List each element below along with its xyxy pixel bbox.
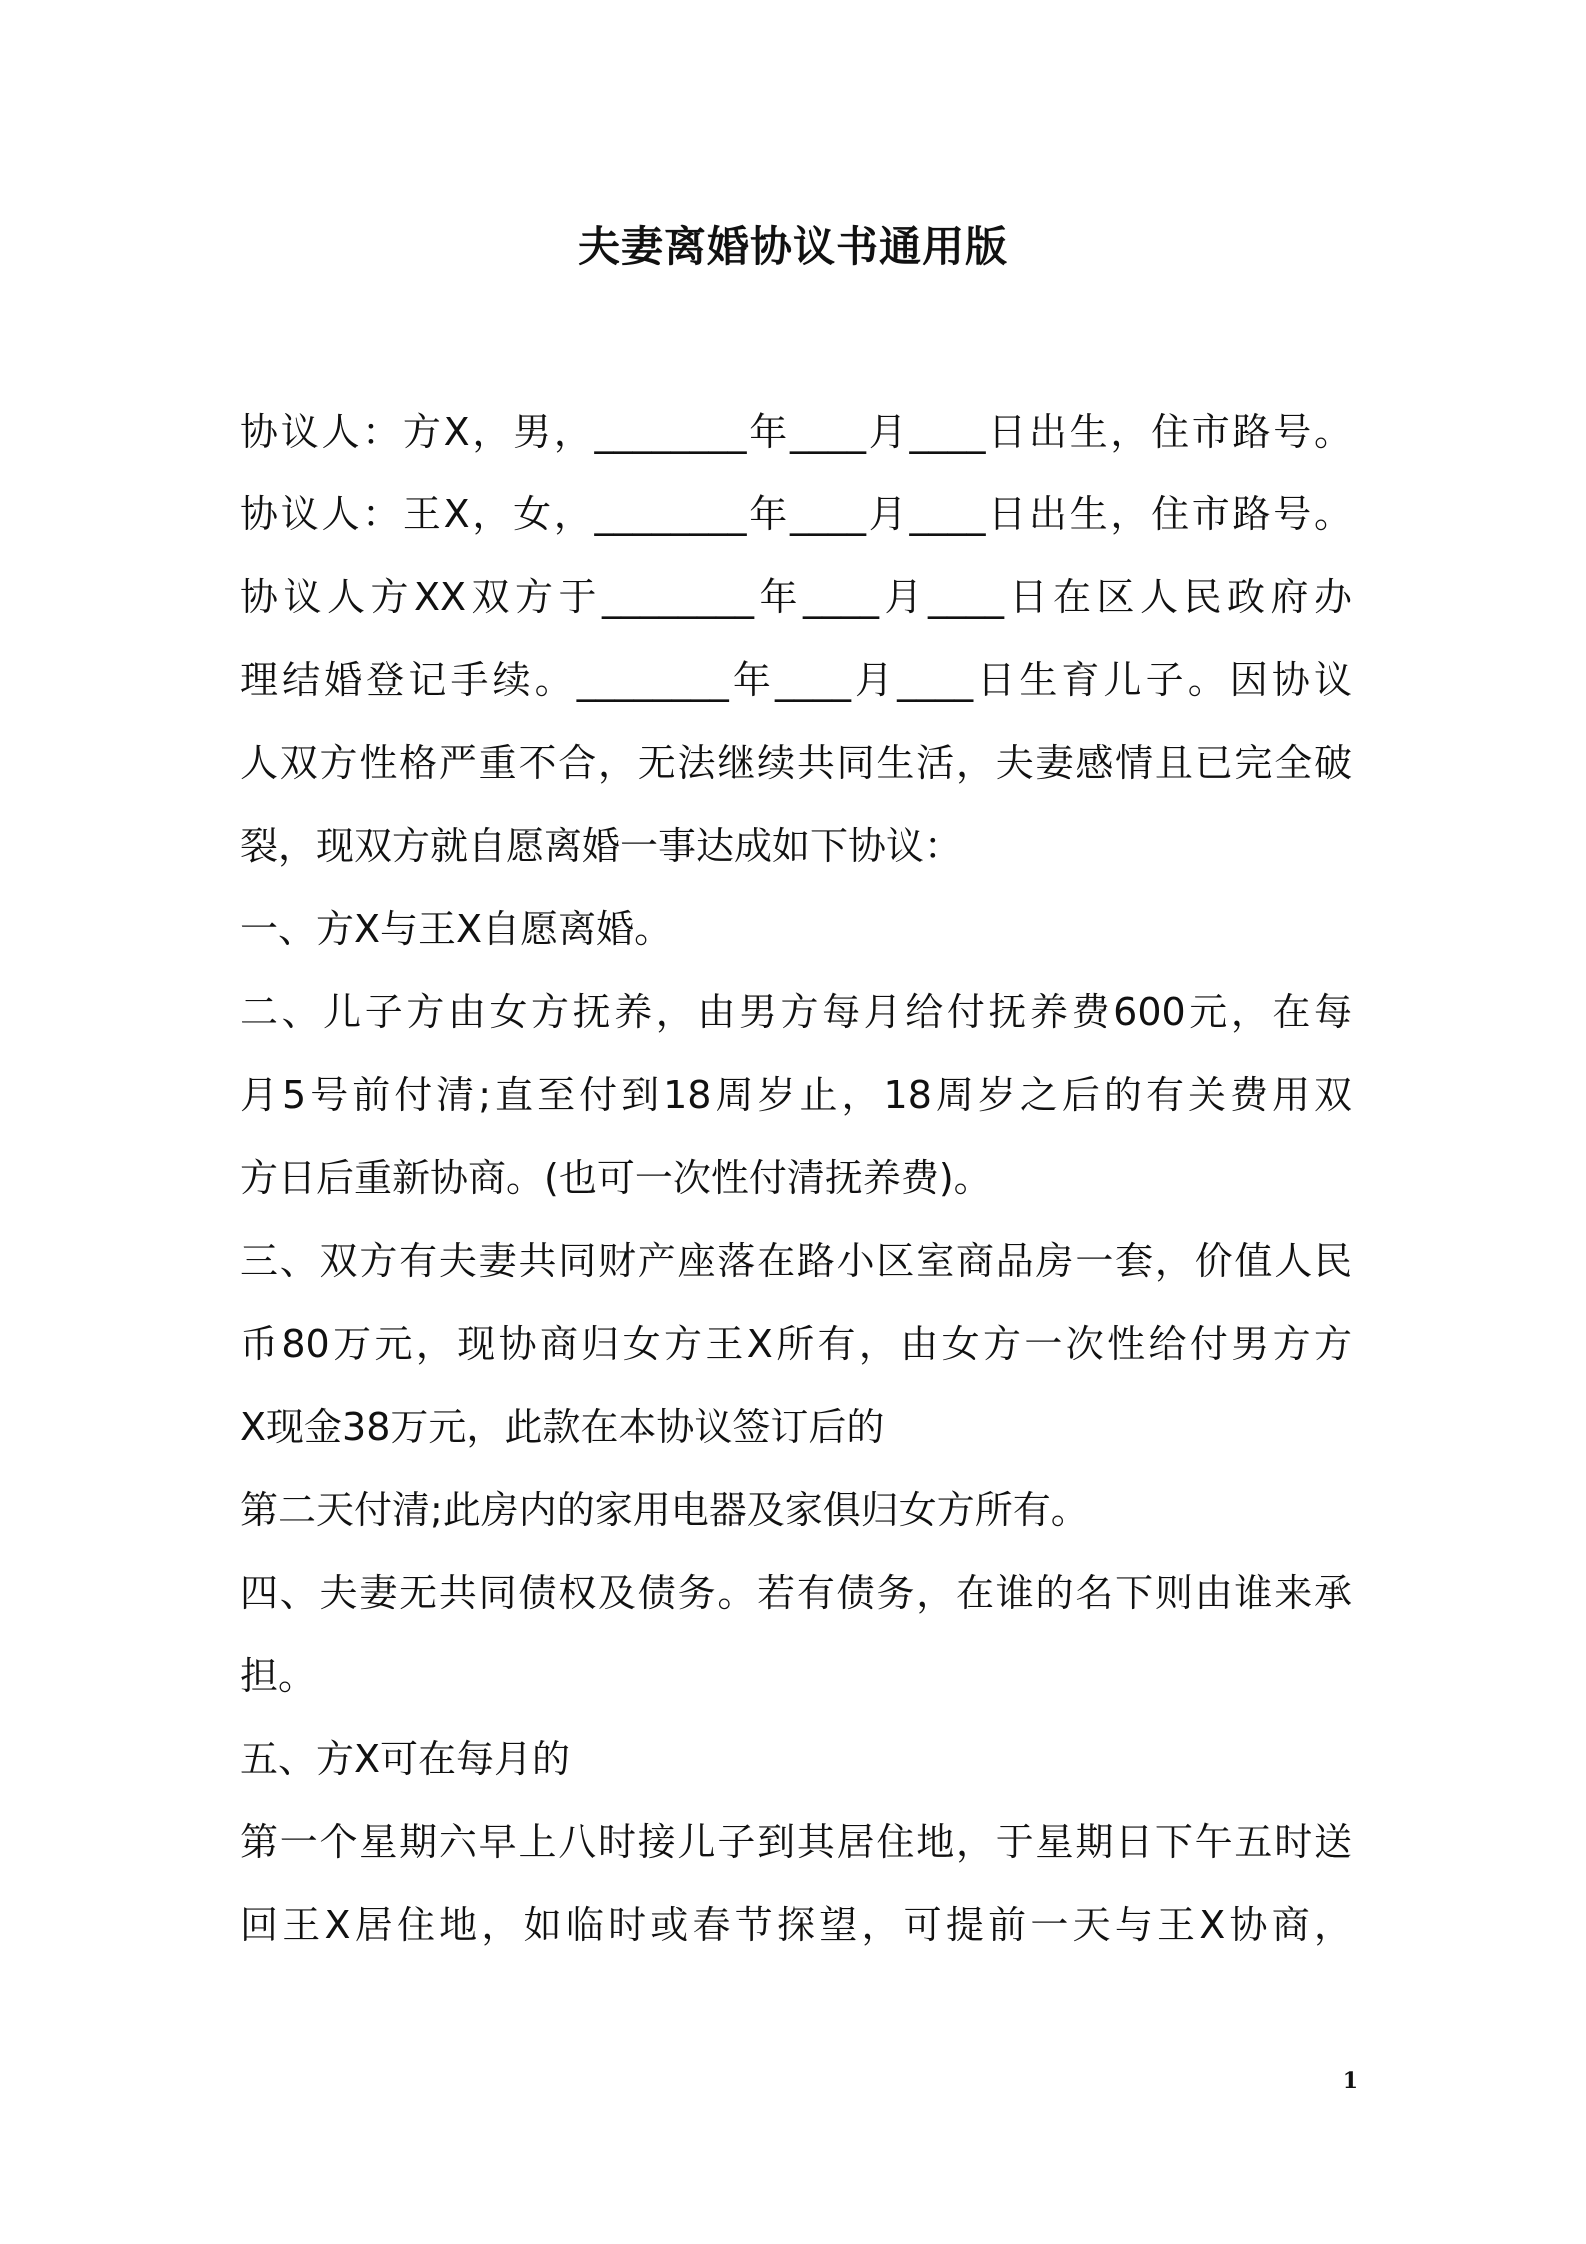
party-line-2: 协议人：王X，女，________年____月____日出生，住市路号。 bbox=[240, 492, 1352, 536]
text-line-3: 协议人方XX双方于________年____月____日在区人民政府办 bbox=[240, 575, 1352, 619]
clause-3-line-4: 第二天付清;此房内的家用电器及家俱归女方所有。 bbox=[240, 1488, 1089, 1532]
clause-5-line-1: 五、方X可在每月的 bbox=[240, 1737, 571, 1781]
clause-5-line-2: 第一个星期六早上八时接儿子到其居住地，于星期日下午五时送 bbox=[240, 1820, 1352, 1864]
text-line-5: 人双方性格严重不合，无法继续共同生活，夫妻感情且已完全破 bbox=[240, 741, 1352, 785]
clause-4-line-2: 担。 bbox=[240, 1654, 317, 1698]
clause-1-line: 一、方X与王X自愿离婚。 bbox=[240, 907, 673, 951]
page-number: 1 bbox=[1342, 2068, 1358, 2094]
text-line-6: 裂，现双方就自愿离婚一事达成如下协议： bbox=[240, 824, 963, 868]
clause-2-line-2: 月5号前付清;直至付到18周岁止，18周岁之后的有关费用双 bbox=[240, 1073, 1352, 1117]
party-line-1: 协议人：方X，男，________年____月____日出生，住市路号。 bbox=[240, 410, 1352, 454]
clause-2-line-3: 方日后重新协商。(也可一次性付清抚养费)。 bbox=[240, 1156, 992, 1200]
clause-3-line-2: 币80万元，现协商归女方王X所有，由女方一次性给付男方方 bbox=[240, 1322, 1352, 1366]
document-title: 夫妻离婚协议书通用版 bbox=[577, 222, 1008, 271]
text-line-4: 理结婚登记手续。________年____月____日生育儿子。因协议 bbox=[240, 658, 1352, 702]
clause-3-line-3: X现金38万元，此款在本协议签订后的 bbox=[240, 1405, 885, 1449]
clause-2-line-1: 二、儿子方由女方抚养，由男方每月给付抚养费600元，在每 bbox=[240, 990, 1352, 1034]
clause-4-line-1: 四、夫妻无共同债权及债务。若有债务，在谁的名下则由谁来承 bbox=[240, 1571, 1352, 1615]
clause-5-line-3: 回王X居住地，如临时或春节探望，可提前一天与王X协商， bbox=[240, 1903, 1352, 1947]
clause-3-line-1: 三、双方有夫妻共同财产座落在路小区室商品房一套，价值人民 bbox=[240, 1239, 1352, 1283]
